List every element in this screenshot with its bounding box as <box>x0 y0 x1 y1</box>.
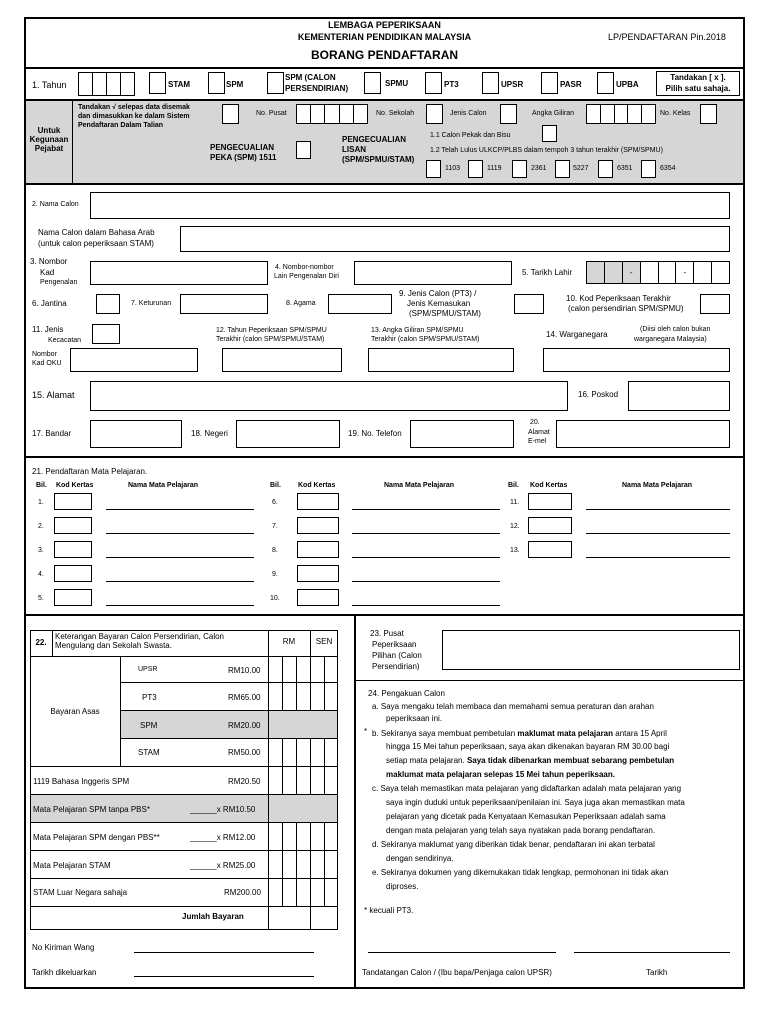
spm-persendirian-label-2: PERSENDIRIAN) <box>285 84 349 93</box>
tandakan-note-1: Tandakan [ x ]. <box>670 73 726 82</box>
header-line1: LEMBAGA PEPERIKSAAN <box>328 20 441 30</box>
tarikh-lahir-label: 5. Tarikh Lahir <box>522 268 573 277</box>
pasr-label: PASR <box>560 80 582 89</box>
subject-nama-input[interactable] <box>106 533 254 534</box>
keturunan-input[interactable] <box>180 294 268 314</box>
subject-kod-input[interactable] <box>297 493 339 510</box>
alamat-input[interactable] <box>90 381 568 411</box>
code-6351: 6351 <box>617 165 633 172</box>
subject-bil: 8. <box>272 547 278 554</box>
stam-fee-label: STAM <box>138 748 160 757</box>
no-kelas-input[interactable] <box>700 104 717 124</box>
kp-label-3: Pengenalan <box>40 279 78 286</box>
tanpa-pbs-label: Mata Pelajaran SPM tanpa PBS* <box>33 805 150 814</box>
code-6354: 6354 <box>660 165 676 172</box>
spmu-label: SPMU <box>385 79 409 88</box>
negeri-input[interactable] <box>236 420 340 448</box>
alamat-label: 15. Alamat <box>32 390 75 400</box>
pengakuan-note: * kecuali PT3. <box>364 906 414 915</box>
oku-label-1: Nombor <box>32 351 57 358</box>
nombor-lain-label-2: Lain Pengenalan Diri <box>274 273 339 280</box>
lisan-label-3: (SPM/SPMU/STAM) <box>342 155 415 164</box>
tarikh-label: Tarikh <box>646 968 668 977</box>
agama-label: 8. Agama <box>286 300 316 307</box>
luar-negara-label: STAM Luar Negara sahaja <box>33 888 128 897</box>
pengakuan-b-2: hingga 15 Mei tahun peperiksaan, saya akan dikenakan bayaran RM 30.00 bagi <box>386 742 670 751</box>
lisan-label-2: LISAN <box>342 145 366 154</box>
subject-bil: 13. <box>510 547 520 554</box>
pusat-pilihan-input[interactable] <box>442 630 740 670</box>
spm-label: SPM <box>226 80 244 89</box>
pengakuan-c-1: c. Saya telah memastikan mata pelajaran yang didaftarkan adalah mata pelajaran yang <box>372 784 682 793</box>
kecacatan-label-2: Kecacatan <box>48 337 82 344</box>
upsr-fee-label: UPSR <box>138 666 158 673</box>
nama-arab-label-2: (untuk calon peperiksaan STAM) <box>38 239 154 248</box>
code-2361-checkbox[interactable] <box>512 160 527 178</box>
tahun-terakhir-input[interactable] <box>222 348 342 372</box>
angka-giliran-input[interactable] <box>586 104 656 124</box>
payment-rm-header: RM <box>282 637 296 646</box>
tanpa-pbs-amount: ______x RM10.50 <box>190 805 256 814</box>
subject-bil: 11. <box>510 499 520 506</box>
subject-bil: 10. <box>270 595 280 602</box>
subject-bil: 12. <box>510 523 520 530</box>
jenis-calon-label-2: Jenis Kemasukan <box>407 299 471 308</box>
subject-bil: 9. <box>272 571 278 578</box>
subject-bil: 2. <box>38 523 44 530</box>
mp-stam-amount: ______x RM25.00 <box>190 861 256 870</box>
upba-checkbox[interactable] <box>597 72 614 94</box>
nama-arab-label-1: Nama Calon dalam Bahasa Arab <box>38 228 155 237</box>
subject-nama-input[interactable] <box>352 605 500 606</box>
subjects-header-bil-3: Bil. <box>508 482 519 489</box>
code-1119-checkbox[interactable] <box>468 160 483 178</box>
subject-nama-input[interactable] <box>106 605 254 606</box>
subject-kod-input[interactable] <box>297 589 339 606</box>
header-line2: KEMENTERIAN PENDIDIKAN MALAYSIA <box>297 32 472 42</box>
office-instr-3: Pendaftaran Dalam Talian <box>78 122 164 129</box>
kad-pengenalan-input[interactable] <box>90 261 268 285</box>
peka-checkbox[interactable] <box>296 141 311 159</box>
code-2361: 2361 <box>531 165 547 172</box>
emel-label-1: 20. <box>530 419 540 426</box>
nama-calon-input[interactable] <box>90 192 730 219</box>
tahun-input[interactable] <box>78 72 135 96</box>
subject-kod-input[interactable] <box>54 541 92 558</box>
subjects-header-bil-1: Bil. <box>36 482 47 489</box>
tandakan-note-2: Pilih satu sahaja. <box>665 84 731 93</box>
payment-no: 22. <box>35 638 47 647</box>
office-instr-1: Tandakan √ selepas data disemak <box>78 104 190 111</box>
subject-nama-input[interactable] <box>586 533 730 534</box>
spm-persendirian-checkbox[interactable] <box>267 72 284 94</box>
spm-checkbox[interactable] <box>208 72 225 94</box>
pengakuan-c-4: dengan mata pelajaran yang telah saya nyatakan pada borang pendaftaran. <box>386 826 656 835</box>
kad-oku-input[interactable] <box>70 348 198 372</box>
form-title: BORANG PENDAFTARAN <box>310 48 459 62</box>
code-6354-checkbox[interactable] <box>641 160 656 178</box>
emel-label-3: E-mel <box>528 438 547 445</box>
subject-bil: 5. <box>38 595 44 602</box>
no-kelas-label: No. Kelas <box>660 110 691 117</box>
keturunan-label: 7. Keturunan <box>131 300 172 307</box>
subject-kod-input[interactable] <box>54 589 92 606</box>
kod-terakhir-input[interactable] <box>700 294 730 314</box>
agama-input[interactable] <box>328 294 392 314</box>
mp-stam-label: Mata Pelajaran STAM <box>33 861 111 870</box>
poskod-input[interactable] <box>628 381 730 411</box>
code-6351-checkbox[interactable] <box>598 160 613 178</box>
subject-kod-input[interactable] <box>54 517 92 534</box>
code-1103: 1103 <box>445 165 461 172</box>
oku-label-2: Kad OKU <box>32 360 62 367</box>
pengakuan-a-2: peperiksaan ini. <box>386 714 443 723</box>
subjects-header-kod-2: Kod Kertas <box>298 482 336 489</box>
peka-label-1: PENGECUALIAN <box>210 143 275 152</box>
jenis-calon-input[interactable] <box>514 294 544 314</box>
lisan-label-1: PENGECUALIAN <box>342 135 407 144</box>
tahun-terakhir-label-2: Terakhir (calon SPM/SPMU/STAM) <box>216 336 325 343</box>
angka-giliran-label: Angka Giliran <box>532 110 575 117</box>
subjects-title: 21. Pendaftaran Mata Pelajaran. <box>32 467 148 476</box>
negeri-label: 18. Negeri <box>191 429 228 438</box>
kiriman-wang-label: No Kiriman Wang <box>32 943 95 952</box>
subjects-header-kod-1: Kod Kertas <box>56 482 94 489</box>
pusat-label-4: Persendirian) <box>372 662 420 671</box>
office-side-3: Pejabat <box>34 144 64 153</box>
option-1-1-checkbox[interactable] <box>542 125 557 142</box>
jantina-label: 6. Jantina <box>32 299 67 308</box>
poskod-label: 16. Poskod <box>578 390 619 399</box>
code-1119: 1119 <box>487 165 502 172</box>
pt3-fee-amount: RM65.00 <box>228 693 261 702</box>
jenis-calon-label-1: 9. Jenis Calon (PT3) / <box>399 289 477 298</box>
kecacatan-label-1: 11. Jenis <box>32 325 64 334</box>
tarikh-lahir-input[interactable]: - - <box>586 261 730 284</box>
no-pusat-input[interactable] <box>296 104 368 124</box>
subject-nama-input[interactable] <box>106 509 254 510</box>
spm-fee-label: SPM <box>140 721 158 730</box>
jenis-calon-label-3: (SPM/SPMU/STAM) <box>409 309 481 318</box>
jenis-calon-office-label: Jenis Calon <box>450 110 487 117</box>
subject-kod-input[interactable] <box>528 493 572 510</box>
semak-checkbox[interactable] <box>222 104 239 124</box>
option-1-2: 1.2 Telah Lulus ULKCP/PLBS dalam tempoh 3 tahun terakhir (SPM/SPMU) <box>430 147 663 154</box>
pengakuan-d-1: d. Sekiranya maklumat yang diberikan tidak benar, pendaftaran ini akan terbatal <box>372 840 655 849</box>
bi-fee-amount: RM20.50 <box>228 777 261 786</box>
telefon-input[interactable] <box>410 420 514 448</box>
kiriman-wang-input[interactable] <box>134 952 314 953</box>
subject-kod-input[interactable] <box>54 493 92 510</box>
tahun-label: 1. Tahun <box>32 80 67 90</box>
kp-label-1: 3. Nombor <box>30 257 68 266</box>
tahun-terakhir-label-1: 12. Tahun Peperiksaan SPM/SPMU <box>216 327 327 334</box>
pengakuan-b-1: b. Sekiranya saya membuat pembetulan maklumat mata pelajaran antara 15 April <box>372 729 667 738</box>
office-side-2: Kegunaan <box>29 135 69 144</box>
upsr-label: UPSR <box>501 80 524 89</box>
subject-nama-input[interactable] <box>106 557 254 558</box>
subject-nama-input[interactable] <box>106 581 254 582</box>
subject-bil: 6. <box>272 499 278 506</box>
subject-nama-input[interactable] <box>352 557 500 558</box>
pt3-fee-label: PT3 <box>142 693 157 702</box>
stam-fee-amount: RM50.00 <box>228 748 261 757</box>
subject-bil: 7. <box>272 523 278 530</box>
luar-negara-amount: RM200.00 <box>224 888 261 897</box>
code-5227-checkbox[interactable] <box>555 160 570 178</box>
kp-label-2: Kad <box>40 268 55 277</box>
bandar-input[interactable] <box>90 420 182 448</box>
kod-terakhir-label-2: (calon persendirian SPM/SPMU) <box>568 304 684 313</box>
subject-bil: 4. <box>38 571 44 578</box>
nama-arab-input[interactable] <box>180 226 730 252</box>
payment-desc: Keterangan Bayaran Calon Persendirian, Calon Mengulang dan Sekolah Swasta. <box>55 632 224 650</box>
pusat-label-1: 23. Pusat <box>370 629 404 638</box>
pasr-checkbox[interactable] <box>541 72 558 94</box>
jantina-input[interactable] <box>96 294 120 314</box>
code-5227: 5227 <box>573 165 589 172</box>
dengan-pbs-label: Mata Pelajaran SPM dengan PBS** <box>33 833 160 842</box>
form-reference: LP/PENDAFTARAN Pin.2018 <box>608 32 726 42</box>
spm-fee-amount: RM20.00 <box>228 721 261 730</box>
spmu-checkbox[interactable] <box>364 72 381 94</box>
subject-bil: 1. <box>38 499 44 506</box>
no-sekolah-input[interactable] <box>426 104 443 124</box>
tarikh-dikeluarkan-input[interactable] <box>134 976 314 977</box>
angka-terakhir-label-1: 13. Angka Giliran SPM/SPMU <box>371 327 464 334</box>
office-side-1: Untuk <box>37 126 61 135</box>
subjects-header-kod-3: Kod Kertas <box>530 482 568 489</box>
dengan-pbs-amount: ______x RM12.00 <box>190 833 256 842</box>
signature-label: Tandatangan Calon / (Ibu bapa/Penjaga calon UPSR) <box>362 968 552 977</box>
jenis-calon-office-input[interactable] <box>500 104 517 124</box>
subject-kod-input[interactable] <box>54 565 92 582</box>
warganegara-label: 14. Warganegara <box>546 330 608 339</box>
nombor-lain-label-1: 4. Nombor-nombor <box>275 264 334 271</box>
subject-nama-input[interactable] <box>352 581 500 582</box>
pengakuan-b-3: setiap mata pelajaran. Saya tidak dibenarkan membuat sebarang pembetulan <box>386 756 675 765</box>
pengakuan-c-2: saya ingin duduki untuk peperiksaan/penilaian ini. Saya juga akan memastikan mata <box>386 798 685 807</box>
subject-bil: 3. <box>38 547 44 554</box>
warganegara-note-1: (Diisi oleh calon bukan <box>640 326 711 333</box>
pengakuan-c-3: pelajaran yang dicetak pada Kenyataan Kemasukan Peperiksaan adalah sama <box>386 812 666 821</box>
pengakuan-star: * <box>364 727 368 736</box>
subjects-header-nama-2: Nama Mata Pelajaran <box>384 482 455 489</box>
pengakuan-a-1: a. Saya mengaku telah membaca dan memahami semua peraturan dan arahan <box>372 702 654 711</box>
warganegara-note-2: warganegara Malaysia) <box>634 336 707 343</box>
bayaran-asas-label: Bayaran Asas <box>50 707 100 716</box>
pusat-label-2: Peperiksaan <box>372 640 417 649</box>
no-pusat-label: No. Pusat <box>256 110 287 117</box>
bandar-label: 17. Bandar <box>32 429 72 438</box>
no-sekolah-label: No. Sekolah <box>376 110 415 117</box>
jumlah-bayaran-label: Jumlah Bayaran <box>182 912 244 921</box>
angka-terakhir-input[interactable] <box>368 348 514 372</box>
subject-nama-input[interactable] <box>352 509 500 510</box>
stam-label: STAM <box>168 80 191 89</box>
emel-label-2: Alamat <box>528 429 550 436</box>
code-1103-checkbox[interactable] <box>426 160 441 178</box>
kod-terakhir-label-1: 10. Kod Peperiksaan Terakhir <box>566 294 671 303</box>
telefon-label: 19. No. Telefon <box>348 429 402 438</box>
stam-checkbox[interactable] <box>149 72 166 94</box>
tarikh-dikeluarkan-label: Tarikh dikeluarkan <box>32 968 97 977</box>
subject-kod-input[interactable] <box>297 517 339 534</box>
subjects-header-bil-2: Bil. <box>270 482 281 489</box>
subject-kod-input[interactable] <box>297 565 339 582</box>
pusat-label-3: Pilihan (Calon <box>372 651 422 660</box>
kecacatan-input[interactable] <box>92 324 120 344</box>
pengakuan-title: 24. Pengakuan Calon <box>368 689 445 698</box>
upba-label: UPBA <box>616 80 639 89</box>
signature-input[interactable] <box>368 952 556 953</box>
subject-nama-input[interactable] <box>352 533 500 534</box>
peka-label-2: PEKA (SPM) 1511 <box>210 153 277 162</box>
subject-kod-input[interactable] <box>528 517 572 534</box>
pengakuan-b-4: maklumat mata pelajaran selepas 15 Mei tahun peperiksaan. <box>386 770 615 779</box>
pengakuan-e-1: e. Sekiranya dokumen yang dikemukakan tidak lengkap, permohonan ini tidak akan <box>372 868 669 877</box>
upsr-fee-amount: RM10.00 <box>228 666 261 675</box>
pengakuan-d-2: dengan sendirinya. <box>386 854 454 863</box>
angka-terakhir-label-2: Terakhir (calon SPM/SPMU/STAM) <box>371 336 480 343</box>
pt3-label: PT3 <box>444 80 459 89</box>
spm-persendirian-label-1: SPM (CALON <box>285 73 336 82</box>
bi-fee-label: 1119 Bahasa Inggeris SPM <box>33 777 130 786</box>
subject-kod-input[interactable] <box>528 541 572 558</box>
tarikh-input[interactable] <box>574 952 730 953</box>
subjects-header-nama-1: Nama Mata Pelajaran <box>128 482 199 489</box>
warganegara-input[interactable] <box>543 348 730 372</box>
subjects-header-nama-3: Nama Mata Pelajaran <box>622 482 693 489</box>
subject-kod-input[interactable] <box>297 541 339 558</box>
emel-input[interactable] <box>556 420 730 448</box>
nombor-lain-input[interactable] <box>354 261 512 285</box>
option-1-1: 1.1 Calon Pekak dan Bisu <box>430 132 511 139</box>
upsr-checkbox[interactable] <box>482 72 499 94</box>
subject-nama-input[interactable] <box>586 557 730 558</box>
pengakuan-e-2: diproses. <box>386 882 419 891</box>
pt3-checkbox[interactable] <box>425 72 442 94</box>
payment-sen-header: SEN <box>315 637 333 646</box>
office-instr-2: dan dimasukkan ke dalam Sistem <box>78 113 190 120</box>
subject-nama-input[interactable] <box>586 509 730 510</box>
nama-calon-label: 2. Nama Calon <box>32 201 79 208</box>
